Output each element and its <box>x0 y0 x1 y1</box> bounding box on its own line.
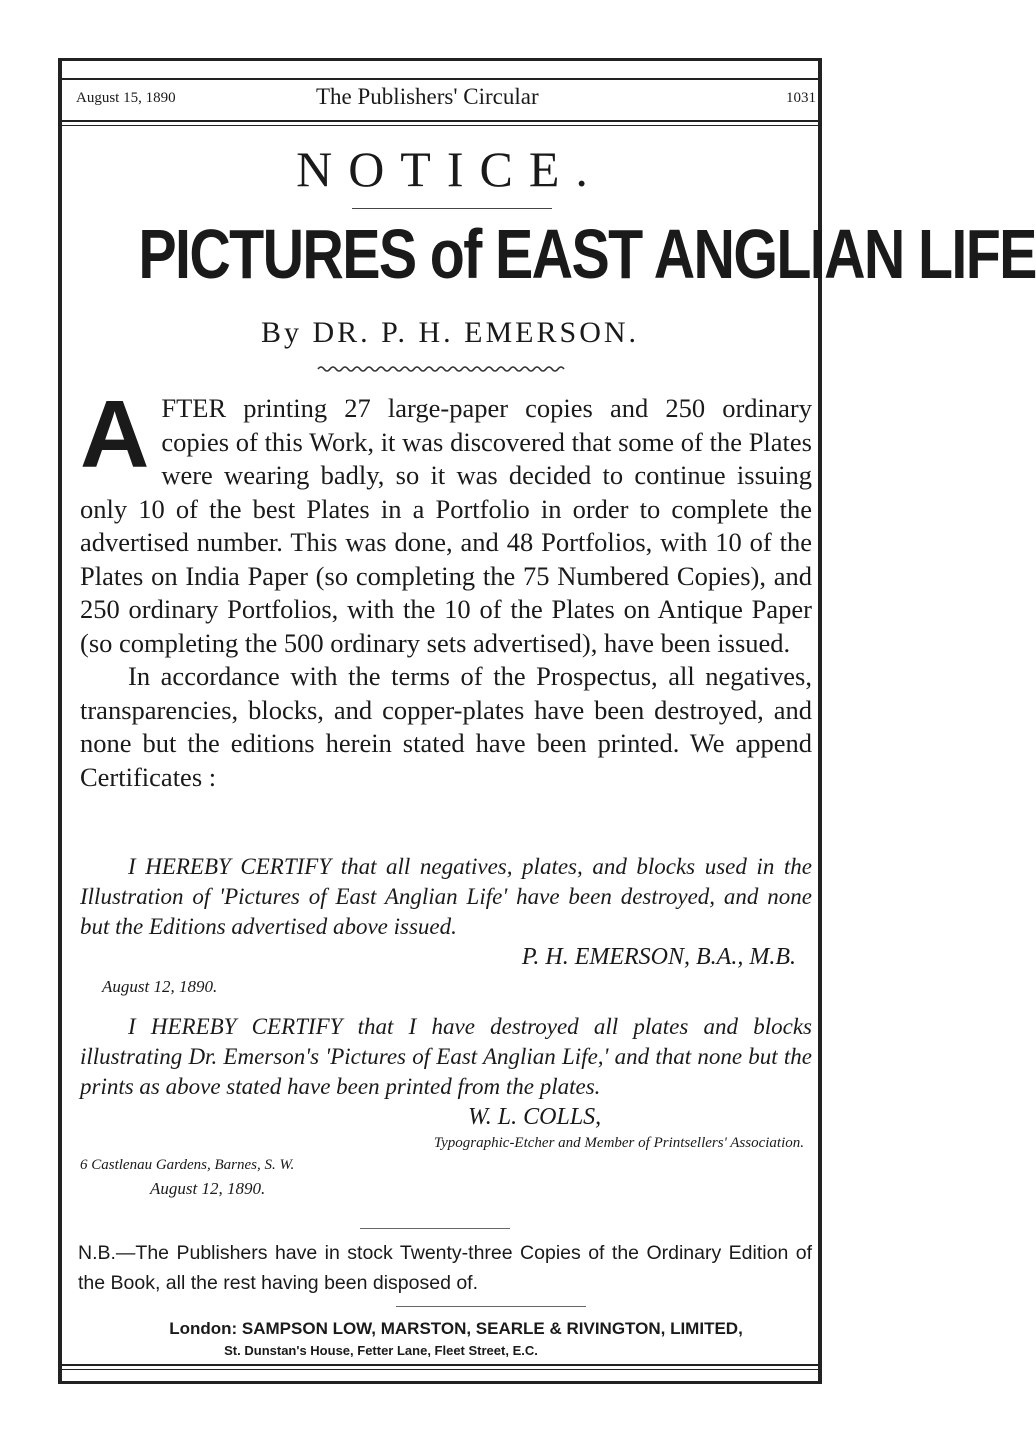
notice-divider <box>352 208 552 209</box>
paragraph-2: In accordance with the terms of the Prospectus, all negatives, transparencies, blocks, and copper-plates have been destroyed, and none but the editions herein stated have been printed. We append Certificates : <box>80 661 812 792</box>
notice-heading: NOTICE. <box>296 141 604 197</box>
paragraph-1 <box>80 381 812 660</box>
running-header <box>76 84 816 116</box>
publisher-imprint <box>100 1318 812 1362</box>
header-rule <box>62 120 818 122</box>
certificate-2-date: August 12, 1890. <box>150 1179 266 1198</box>
bottom-rule-thin <box>62 1369 818 1370</box>
certificate-2-signature: W. L. COLLS, <box>468 1104 602 1130</box>
certificate-2-text: I HEREBY CERTIFY that I have destroyed all plates and blocks illustrating Dr. Emerson's 'Pictures of East Anglian Life,' and that none but the prints as above stated have been printed from the plates. <box>80 1014 812 1099</box>
certificate-2-role: Typographic-Etcher and Member of Printsellers' Association. <box>433 1135 804 1151</box>
top-rule <box>62 78 818 80</box>
certificate-2-address: 6 Castlenau Gardens, Barnes, S. W. <box>80 1157 295 1173</box>
journal-title: The Publishers' Circular <box>316 84 539 109</box>
wavy-divider <box>318 364 568 374</box>
bottom-rule <box>62 1364 818 1366</box>
nb-note: N.B.—The Publishers have in stock Twenty-three Copies of the Ordinary Edition of the Book, all the rest having been disposed of. <box>78 1242 812 1294</box>
publisher-name: London: SAMPSON LOW, MARSTON, SEARLE & RIVINGTON, LIMITED, <box>169 1319 743 1338</box>
certificate-1-signature: P. H. EMERSON, B.A., M.B. <box>521 944 796 970</box>
paragraph-1-text: FTER printing 27 large-paper copies and 250 ordinary copies of this Work, it was discovered that some of the Plates were wearing badly, so it was decided to continue issuing only 10 of the best Plates in a Portfolio in order to complete the advertised number. This was done, and 48 Portfolios, with 10 of the Plates on India Paper (so completing the 75 Numbered Copies), and 250 ordinary Portfolios, with the 10 of the Plates on Antique Paper (so completing the 500 ordinary sets advertised), have been issued. <box>80 393 812 658</box>
author-byline: By DR. P. H. EMERSON. <box>260 316 640 349</box>
certificate-1-text: I HEREBY CERTIFY that all negatives, plates, and blocks used in the Illustration of 'Pictures of East Anglian Life' have been destroyed, and none but the Editions advertised above issued. <box>80 854 812 939</box>
nb-divider <box>360 1228 510 1229</box>
drop-cap: A <box>80 381 150 488</box>
header-rule-thin <box>62 125 818 126</box>
notice-body <box>80 381 812 794</box>
page-number: 1031 <box>786 90 816 106</box>
imprint-divider <box>396 1306 586 1307</box>
publisher-address: St. Dunstan's House, Fetter Lane, Fleet Street, E.C. <box>224 1343 538 1358</box>
book-title: PICTURES of EAST ANGLIAN LIFE <box>138 215 1036 293</box>
issue-date: August 15, 1890 <box>76 90 176 106</box>
certificate-1-date: August 12, 1890. <box>102 977 218 996</box>
certificates <box>80 852 812 1202</box>
